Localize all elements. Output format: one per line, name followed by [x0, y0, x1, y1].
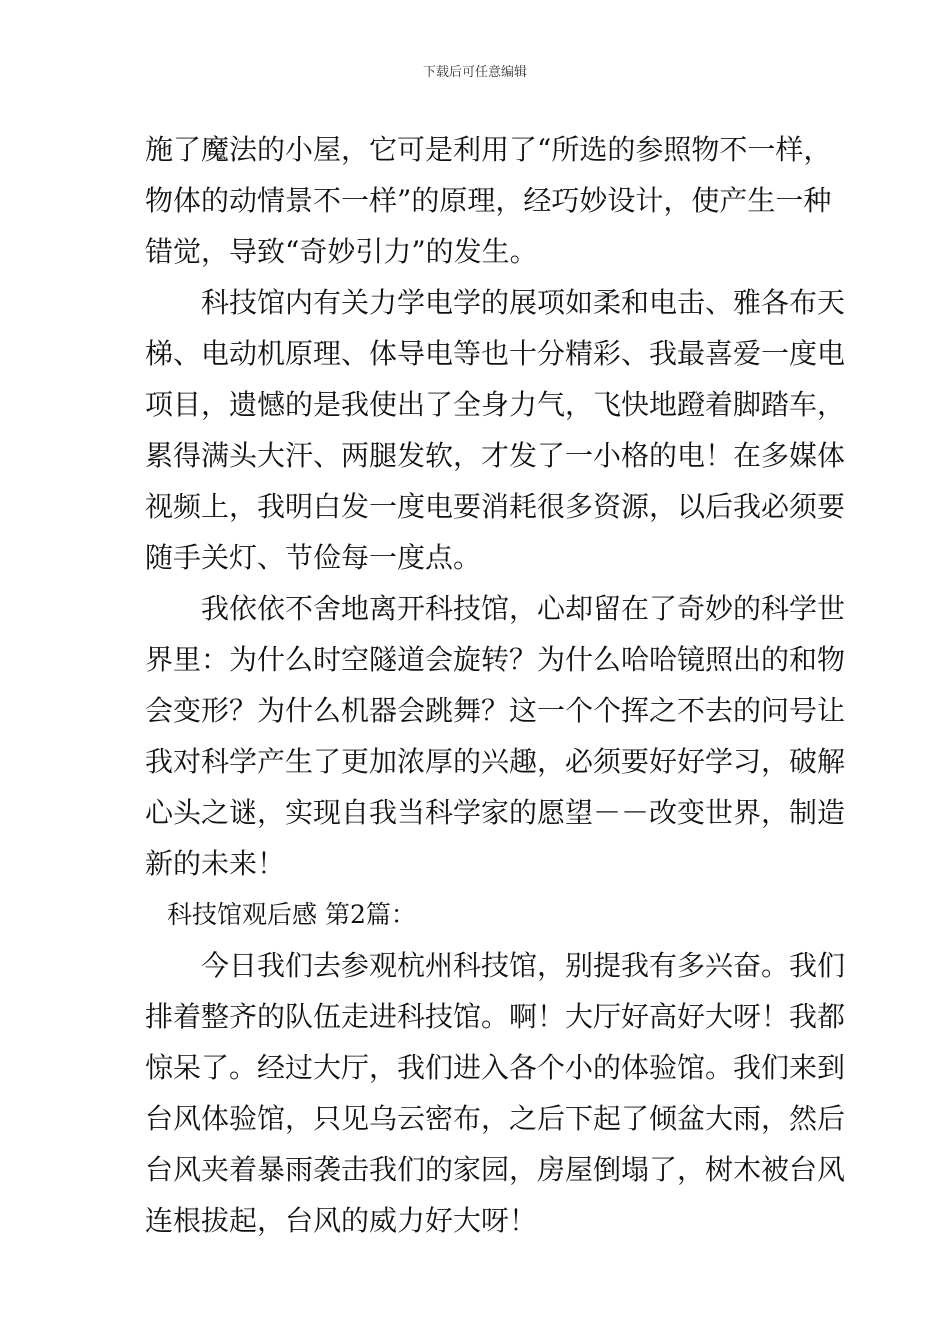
text-line: 新的未来！	[145, 847, 286, 880]
paragraph-mechanics-electricity	[145, 277, 846, 583]
text-line: 界里：为什么时空隧道会旋转？为什么哈哈镜照出的和物	[145, 643, 846, 676]
text-line: 排着整齐的队伍走进科技馆。啊！大厅好高好大呀！我都	[145, 1000, 846, 1033]
text-line: 科技馆内有关力学电学的展项如柔和电击、雅各布天	[201, 286, 846, 319]
text-line: 会变形？为什么机器会跳舞？这一个个挥之不去的问号让	[145, 694, 846, 727]
text-line: 视频上，我明白发一度电要消耗很多资源，以后我必须要	[145, 490, 846, 523]
text-line: 项目，遗憾的是我使出了全身力气，飞快地蹬着脚踏车，	[145, 388, 846, 421]
text-line: 施了魔法的小屋，它可是利用了“所选的参照物不一样，	[145, 133, 832, 166]
section-heading	[145, 889, 810, 940]
text-line: 错觉，导致“奇妙引力”的发生。	[145, 235, 538, 268]
paragraph-leaving-museum	[145, 583, 846, 889]
text-line: 连根拔起，台风的威力好大呀！	[145, 1204, 538, 1237]
text-line: 累得满头大汗、两腿发软，才发了一小格的电！在多媒体	[145, 439, 846, 472]
text-line: 梯、电动机原理、体导电等也十分精彩、我最喜爱一度电	[145, 337, 846, 370]
text-line: 台风夹着暴雨袭击我们的家园，房屋倒塌了，树木被台风	[145, 1153, 846, 1186]
document-body	[145, 124, 846, 1246]
paragraph-typhoon-hall	[145, 940, 846, 1246]
text-line: 惊呆了。经过大厅，我们进入各个小的体验馆。我们来到	[145, 1051, 846, 1084]
text-line: 心头之谜，实现自我当科学家的愿望－－改变世界，制造	[145, 796, 846, 829]
text-line: 物体的动情景不一样”的原理，经巧妙设计，使产生一种	[145, 184, 832, 217]
text-line: 台风体验馆，只见乌云密布，之后下起了倾盆大雨，然后	[145, 1102, 846, 1135]
page-header: 下载后可任意编辑	[422, 65, 527, 80]
text-line: 随手关灯、节俭每一度点。	[145, 541, 482, 574]
text-line: 我对科学产生了更加浓厚的兴趣，必须要好好学习，破解	[145, 745, 846, 778]
paragraph-magic-house	[145, 124, 832, 277]
text-line: 今日我们去参观杭州科技馆，别提我有多兴奋。我们	[201, 949, 846, 982]
text-line: 我依依不舍地离开科技馆，心却留在了奇妙的科学世	[201, 592, 846, 625]
section-heading-text: 科技馆观后感 第2篇：	[167, 900, 416, 929]
